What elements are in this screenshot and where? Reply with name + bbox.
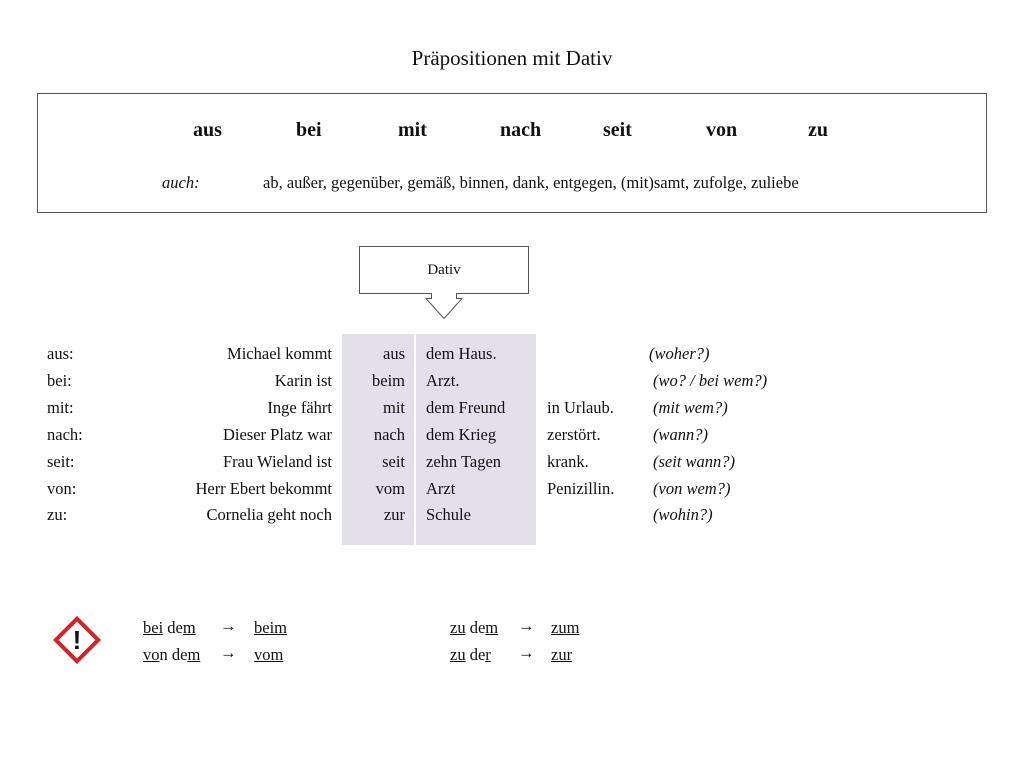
contraction-result: zur (551, 645, 573, 664)
example-dativ-form: mit (382, 398, 405, 417)
contraction-result: vom (254, 645, 284, 664)
example-question: (seit wann?) (653, 452, 736, 471)
auch-list: ab, außer, gegenüber, gemäß, binnen, dank, entgegen, (mit)samt, zufolge, zuliebe (263, 173, 799, 192)
column-divider (414, 334, 416, 545)
warning-icon (53, 616, 101, 664)
example-dativ-form: beim (372, 371, 405, 390)
contraction-von-dem: von dem (143, 645, 201, 664)
example-object: Arzt (426, 479, 456, 498)
preposition-aus: aus (193, 119, 222, 141)
example-prep: aus: (47, 344, 74, 363)
example-extra: Penizillin. (547, 479, 615, 498)
example-question: (wann?) (653, 425, 708, 444)
example-prep: zu: (47, 505, 68, 524)
example-prep: von: (47, 479, 77, 498)
warning-symbol: ! (72, 625, 82, 655)
example-extra: zerstört. (547, 425, 601, 444)
contraction-zu-der: zu der (450, 645, 491, 664)
example-object: Arzt. (426, 371, 460, 390)
dativ-label: Dativ (427, 262, 461, 278)
example-subject: Dieser Platz war (222, 425, 332, 444)
preposition-zu: zu (808, 119, 828, 141)
example-object: dem Krieg (426, 425, 497, 444)
contraction-result: beim (254, 618, 287, 637)
example-dativ-form: nach (373, 425, 405, 444)
down-arrow-callout-icon (359, 246, 529, 322)
example-question: (von wem?) (653, 479, 731, 498)
arrow-icon: → (518, 616, 535, 635)
example-prep: nach: (47, 425, 83, 444)
contraction-bei-dem: bei dem (143, 618, 196, 637)
example-subject: Michael kommt (227, 344, 332, 363)
arrow-icon: → (220, 616, 237, 635)
example-object: Schule (426, 505, 471, 524)
example-question: (woher?) (649, 344, 710, 363)
example-dativ-form: vom (375, 479, 405, 498)
example-object: dem Freund (426, 398, 506, 417)
example-subject: Herr Ebert bekommt (195, 479, 332, 498)
example-question: (wo? / bei wem?) (653, 371, 768, 390)
example-subject: Karin ist (274, 371, 332, 390)
example-subject: Cornelia geht noch (206, 505, 332, 524)
preposition-box (37, 93, 987, 213)
preposition-von: von (706, 119, 738, 141)
example-prep: bei: (47, 371, 72, 390)
example-subject: Frau Wieland ist (222, 452, 332, 471)
preposition-mit: mit (398, 119, 427, 141)
example-extra: in Urlaub. (547, 398, 614, 417)
example-prep: seit: (47, 452, 75, 471)
example-prep: mit: (47, 398, 74, 417)
preposition-seit: seit (603, 119, 632, 141)
page-title: Präpositionen mit Dativ (411, 46, 613, 70)
example-object: zehn Tagen (426, 452, 502, 471)
example-object: dem Haus. (426, 344, 497, 363)
example-extra: krank. (547, 452, 589, 471)
arrow-icon: → (220, 643, 237, 662)
example-dativ-form: seit (382, 452, 405, 471)
example-dativ-form: zur (383, 505, 405, 524)
preposition-nach: nach (500, 119, 542, 141)
example-dativ-form: aus (383, 344, 405, 363)
example-question: (wohin?) (653, 505, 713, 524)
auch-label: auch: (162, 173, 200, 192)
arrow-icon: → (518, 643, 535, 662)
dativ-callout (359, 246, 529, 322)
contraction-zu-dem: zu dem (450, 618, 499, 637)
example-subject: Inge fährt (267, 398, 332, 417)
example-question: (mit wem?) (653, 398, 728, 417)
contraction-result: zum (551, 618, 580, 637)
preposition-bei: bei (296, 119, 322, 141)
